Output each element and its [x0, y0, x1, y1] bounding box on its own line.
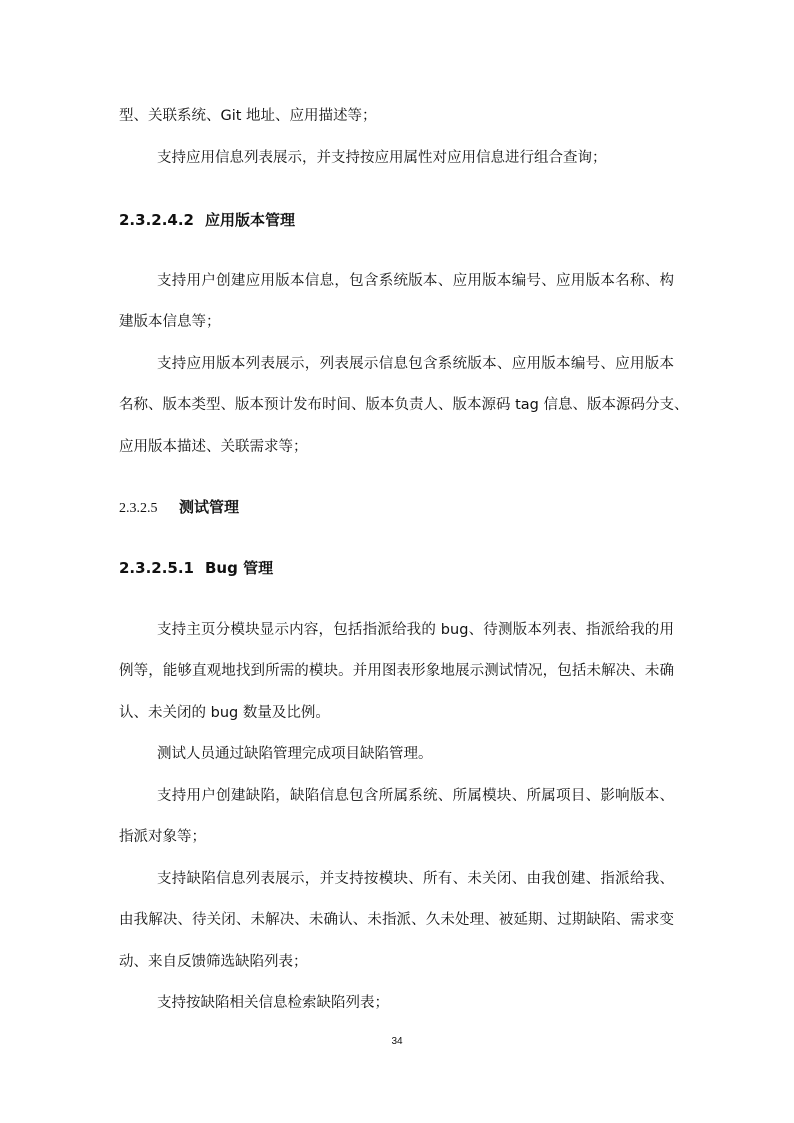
heading-title: 测试管理: [179, 498, 240, 516]
heading-title: 应用版本管理: [205, 211, 296, 229]
paragraph-line: 应用版本描述、关联需求等；: [119, 439, 308, 455]
heading-number: 2.3.2.5.1: [119, 559, 194, 577]
heading-number: 2.3.2.5: [119, 501, 158, 516]
paragraph-line: 支持用户创建应用版本信息，包含系统版本、应用版本编号、应用版本名称、构: [157, 273, 674, 289]
paragraph-line: 指派对象等；: [119, 829, 206, 845]
section-heading-2-3-2-5: [119, 497, 239, 519]
heading-title: Bug 管理: [205, 559, 274, 577]
paragraph-line: 支持应用信息列表展示，并支持按应用属性对应用信息进行组合查询；: [157, 150, 607, 166]
paragraph-line: 认、未关闭的 bug 数量及比例。: [119, 705, 330, 721]
paragraph-line: 支持主页分模块显示内容，包括指派给我的 bug、待测版本列表、指派给我的用: [157, 622, 674, 638]
page-number: 34: [391, 1036, 403, 1047]
section-heading-2-3-2-4-2: [119, 210, 295, 230]
paragraph-line: 动、来自反馈筛选缺陷列表；: [119, 954, 308, 970]
paragraph-line: 支持缺陷信息列表展示，并支持按模块、所有、未关闭、由我创建、指派给我、: [157, 871, 674, 887]
section-heading-2-3-2-5-1: [119, 558, 273, 578]
paragraph-line: 型、关联系统、Git 地址、应用描述等；: [119, 108, 377, 124]
paragraph-line: 支持用户创建缺陷，缺陷信息包含所属系统、所属模块、所属项目、影响版本、: [157, 788, 674, 804]
paragraph-line: 例等，能够直观地找到所需的模块。并用图表形象地展示测试情况，包括未解决、未确: [119, 663, 674, 679]
paragraph-line: 支持应用版本列表展示，列表展示信息包含系统版本、应用版本编号、应用版本: [157, 356, 674, 372]
paragraph-line: 支持按缺陷相关信息检索缺陷列表；: [157, 995, 389, 1011]
paragraph-line: 建版本信息等；: [119, 314, 221, 330]
paragraph-line: 名称、版本类型、版本预计发布时间、版本负责人、版本源码 tag 信息、版本源码分支、: [119, 397, 689, 413]
heading-number: 2.3.2.4.2: [119, 211, 194, 229]
paragraph-line: 由我解决、待关闭、未解决、未确认、未指派、久未处理、被延期、过期缺陷、需求变: [119, 912, 674, 928]
paragraph-line: 测试人员通过缺陷管理完成项目缺陷管理。: [157, 746, 433, 762]
